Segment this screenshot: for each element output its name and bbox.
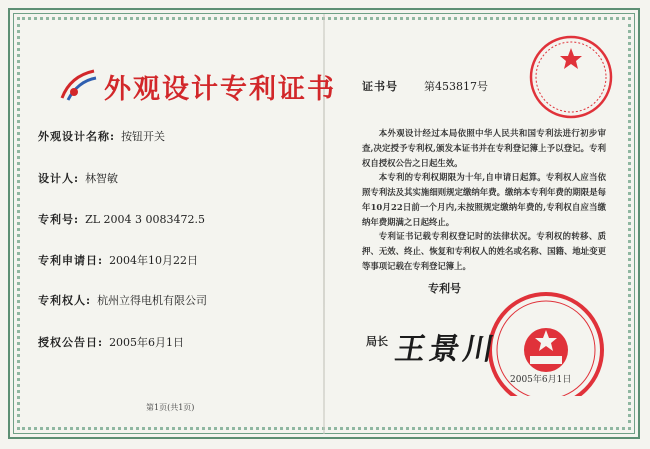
agency-seal: [528, 34, 614, 120]
grant-announcement-label: 授权公告日:: [38, 336, 104, 349]
paragraph-1: 本外观设计经过本局依照中华人民共和国专利法进行初步审查,决定授予专利权,颁发本证书并在专利登记簿上予以登记。专利权自授权公告之日起生效。: [362, 128, 606, 168]
page-number: 第1页(共1页): [146, 403, 195, 412]
design-name-value: 按钮开关: [121, 130, 166, 143]
designer-label: 设计人:: [38, 172, 80, 185]
certificate-title: [58, 66, 336, 106]
director-signature: 王景川: [392, 332, 501, 367]
director-label: 局长: [366, 335, 388, 348]
application-date-field: [38, 252, 198, 268]
patentee-value: 杭州立得电机有限公司: [97, 294, 208, 307]
patentee-field: [38, 292, 207, 308]
grant-announcement-field: [38, 334, 184, 350]
patent-number-field: [38, 211, 205, 227]
certificate-number-label: 证书号: [362, 80, 398, 93]
patent-number-stamp-label: 专利号: [428, 282, 461, 295]
title-text: 外观设计专利证书: [104, 73, 336, 105]
certificate-number-value: 第453817号: [424, 80, 488, 93]
patent-number-label: 专利号:: [38, 213, 80, 226]
design-name-field: [38, 128, 165, 144]
application-date-value: 2004年10月22日: [109, 254, 199, 267]
patent-office-logo-icon: [58, 68, 98, 104]
grant-announcement-value: 2005年6月1日: [109, 336, 185, 349]
patentee-label: 专利权人:: [38, 294, 92, 307]
designer-value: 林智敏: [85, 172, 119, 185]
certificate-number: [362, 78, 488, 94]
paragraph-2: 本专利的专利权期限为十年,自申请日起算。专利权人应当依照专利法及其实施细则规定缴纳年费。缴纳本专利年费的期限是每年10月22日前一个月内,未按照规定缴纳年费的,专利权自应当缴纳年费期满之日起终止。: [362, 172, 606, 227]
agency-seal-icon: [528, 34, 614, 120]
designer-field: [38, 170, 118, 186]
application-date-label: 专利申请日:: [38, 254, 104, 267]
design-name-label: 外观设计名称:: [38, 130, 116, 143]
paragraph-3: 专利证书记载专利权登记时的法律状况。专利权的转移、质押、无效、终止、恢复和专利权人的姓名或名称、国籍、地址变更等事项记载在专利登记簿上。: [362, 231, 606, 271]
patent-number-value: ZL 2004 3 0083472.5: [85, 213, 205, 226]
seal-date: 2005年6月1日: [510, 375, 572, 385]
